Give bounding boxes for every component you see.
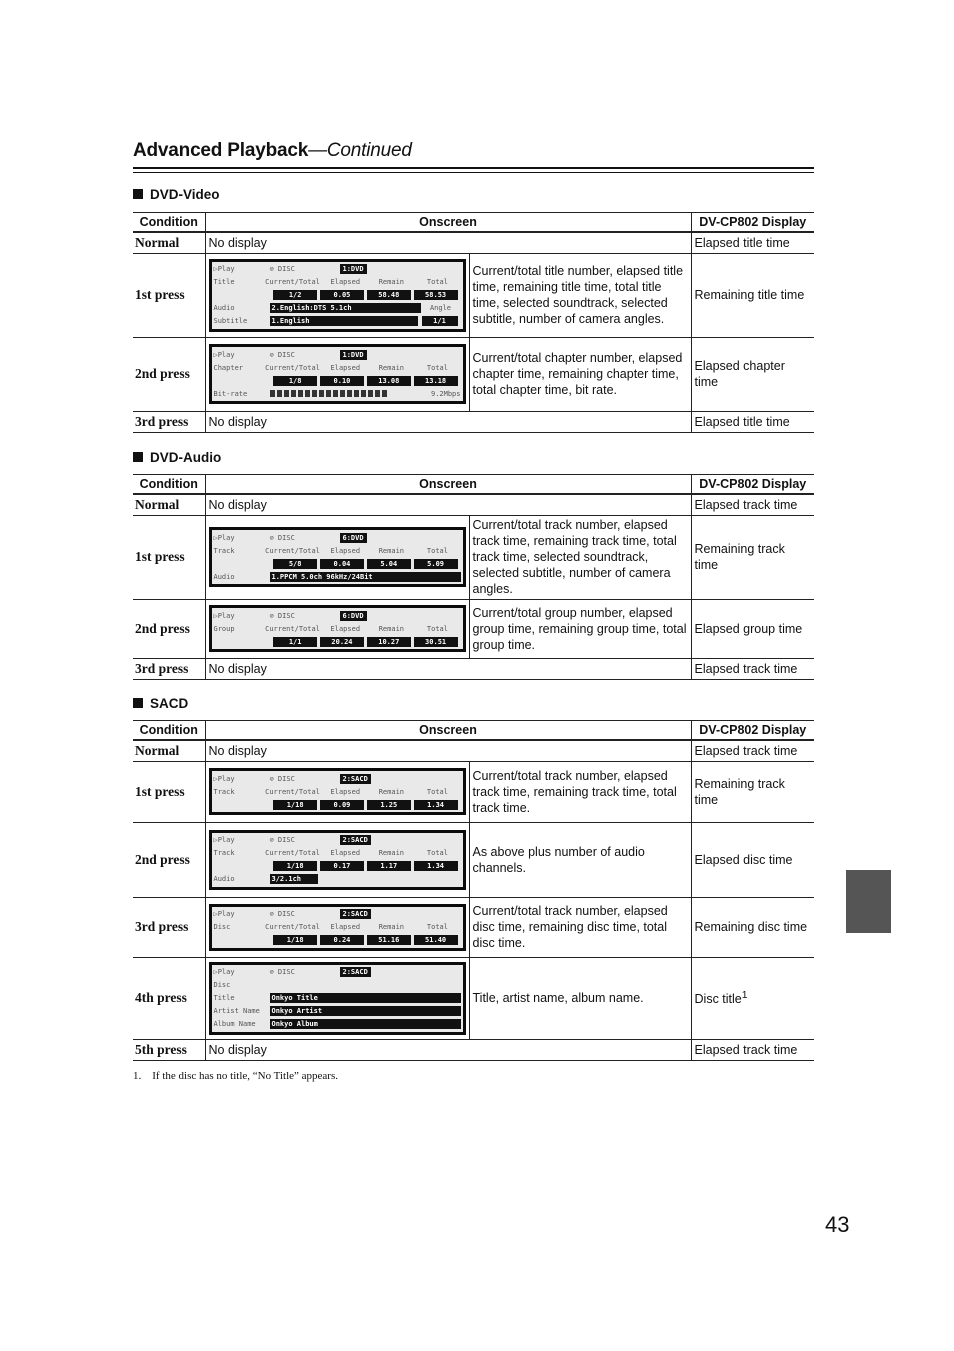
table-row: 1st press ▷Play ⊘ DISC 1:DVD Title Current/Total Elapsed Remain Total 1/2 0.05 58.48 58.53 Audio 2.English:DTS 5.1ch Angle Subtitle 1.English 1/1 Current/total title number, elapsed title time, remaining title time, total title time, selected soundtrack, selected subtitle, number of camera angles. Remaining title time [133, 253, 814, 337]
table-row: 1st press ▷Play ⊘ DISC 6:DVD Track Current/Total Elapsed Remain Total 5/8 0.04 5.04 5.09 Audio 1.PPCM 5.0ch 96kHz/24Bit Current/total track number, elapsed track time, remaining track time, total track time, selected soundtrack, selected subtitle, number of camera angles. Remaining track time [133, 515, 814, 599]
osd-screenshot: ▷Play ⊘ DISC 1:DVD Chapter Current/Total Elapsed Remain Total 1/8 0.10 13.08 13.18 Bit-rate 9.2Mbps [205, 337, 469, 411]
dvd-video-table [133, 212, 814, 433]
table-row: 4th press ▷Play ⊘ DISC 2:SACD Disc Title Onkyo Title Artist Name Onkyo Artist Album Name Onkyo Album Title, artist name, album name. Disc title$^1$ [133, 957, 814, 1039]
header-rule-thin [133, 172, 814, 173]
page-number: 43 [825, 1212, 850, 1237]
table-row: 2nd press ▷Play ⊘ DISC 6:DVD Group Current/Total Elapsed Remain Total 1/1 20.24 10.27 30.51 Current/total group number, elapsed group time, remaining group time, total group time. Elapsed group time [133, 599, 814, 658]
col-onscreen: Onscreen [205, 721, 691, 741]
table-row: 3rd press No display Elapsed track time [133, 658, 814, 679]
bitrate-bar [270, 389, 431, 399]
table-row: 1st press ▷Play ⊘ DISC 2:SACD Track Current/Total Elapsed Remain Total 1/18 0.09 1.25 1.34 Current/total track number, elapsed track time, remaining track time, total track time. Remaining track time [133, 761, 814, 822]
square-bullet-icon [133, 189, 143, 199]
osd-screenshot: ▷Play ⊘ DISC 6:DVD Track Current/Total Elapsed Remain Total 5/8 0.04 5.04 5.09 Audio 1.PPCM 5.0ch 96kHz/24Bit [205, 515, 469, 599]
col-condition: Condition [133, 475, 205, 495]
footnote: 1. If the disc has no title, “No Title” appears. [133, 1070, 338, 1082]
square-bullet-icon [133, 452, 143, 462]
col-display: DV-CP802 Display [691, 213, 814, 233]
table-row: 3rd press ▷Play ⊘ DISC 2:SACD Disc Current/Total Elapsed Remain Total 1/18 0.24 51.16 51.40 Current/total track number, elapsed disc time, remaining disc time, total disc time. Remaining disc time [133, 897, 814, 957]
square-bullet-icon [133, 698, 143, 708]
table-row: 3rd press No display Elapsed title time [133, 411, 814, 432]
col-display: DV-CP802 Display [691, 721, 814, 741]
table-row: Normal No display Elapsed track time [133, 740, 814, 761]
table-row: 2nd press ▷Play ⊘ DISC 2:SACD Track Current/Total Elapsed Remain Total 1/18 0.17 1.17 1.34 Audio 3/2.1ch As above plus number of audio channels. Elapsed disc time [133, 822, 814, 897]
osd-screenshot: ▷Play ⊘ DISC 2:SACD Disc Title Onkyo Title Artist Name Onkyo Artist Album Name Onkyo Album [205, 957, 469, 1039]
section-heading-sacd: SACD [133, 696, 188, 711]
dvd-audio-table [133, 474, 814, 680]
footnote-ref: 1 [741, 990, 748, 1002]
col-condition: Condition [133, 721, 205, 741]
col-condition: Condition [133, 213, 205, 233]
side-tab-marker [846, 870, 891, 933]
osd-screenshot: ▷Play ⊘ DISC 6:DVD Group Current/Total Elapsed Remain Total 1/1 20.24 10.27 30.51 [205, 599, 469, 658]
table-row: Normal No display Elapsed track time [133, 494, 814, 515]
col-display: DV-CP802 Display [691, 475, 814, 495]
osd-screenshot: ▷Play ⊘ DISC 2:SACD Track Current/Total Elapsed Remain Total 1/18 0.09 1.25 1.34 [205, 761, 469, 822]
section-heading-dvd-video: DVD-Video [133, 187, 220, 202]
section-heading-dvd-audio: DVD-Audio [133, 450, 221, 465]
table-row: Normal No display Elapsed title time [133, 232, 814, 253]
col-onscreen: Onscreen [205, 475, 691, 495]
continued-label: —Continued [308, 140, 412, 161]
page-header [133, 140, 814, 162]
col-onscreen: Onscreen [205, 213, 691, 233]
header-rule [133, 167, 814, 169]
page-title: Advanced Playback—Continued [133, 140, 412, 161]
table-row: 2nd press ▷Play ⊘ DISC 1:DVD Chapter Current/Total Elapsed Remain Total 1/8 0.10 13.08 13.18 Bit-rate 9.2Mbps Current/total chapter number, elapsed chapter time, remaining chapter time, total chapter time, bit rate. Elapsed chapter time [133, 337, 814, 411]
osd-screenshot: ▷Play ⊘ DISC 2:SACD Disc Current/Total Elapsed Remain Total 1/18 0.24 51.16 51.40 [205, 897, 469, 957]
table-row: 5th press No display Elapsed track time [133, 1039, 814, 1060]
sacd-table [133, 720, 814, 1061]
osd-screenshot: ▷Play ⊘ DISC 2:SACD Track Current/Total Elapsed Remain Total 1/18 0.17 1.17 1.34 Audio 3/2.1ch [205, 822, 469, 897]
osd-screenshot: ▷Play ⊘ DISC 1:DVD Title Current/Total Elapsed Remain Total 1/2 0.05 58.48 58.53 Audio 2.English:DTS 5.1ch Angle Subtitle 1.English 1/1 [205, 253, 469, 337]
